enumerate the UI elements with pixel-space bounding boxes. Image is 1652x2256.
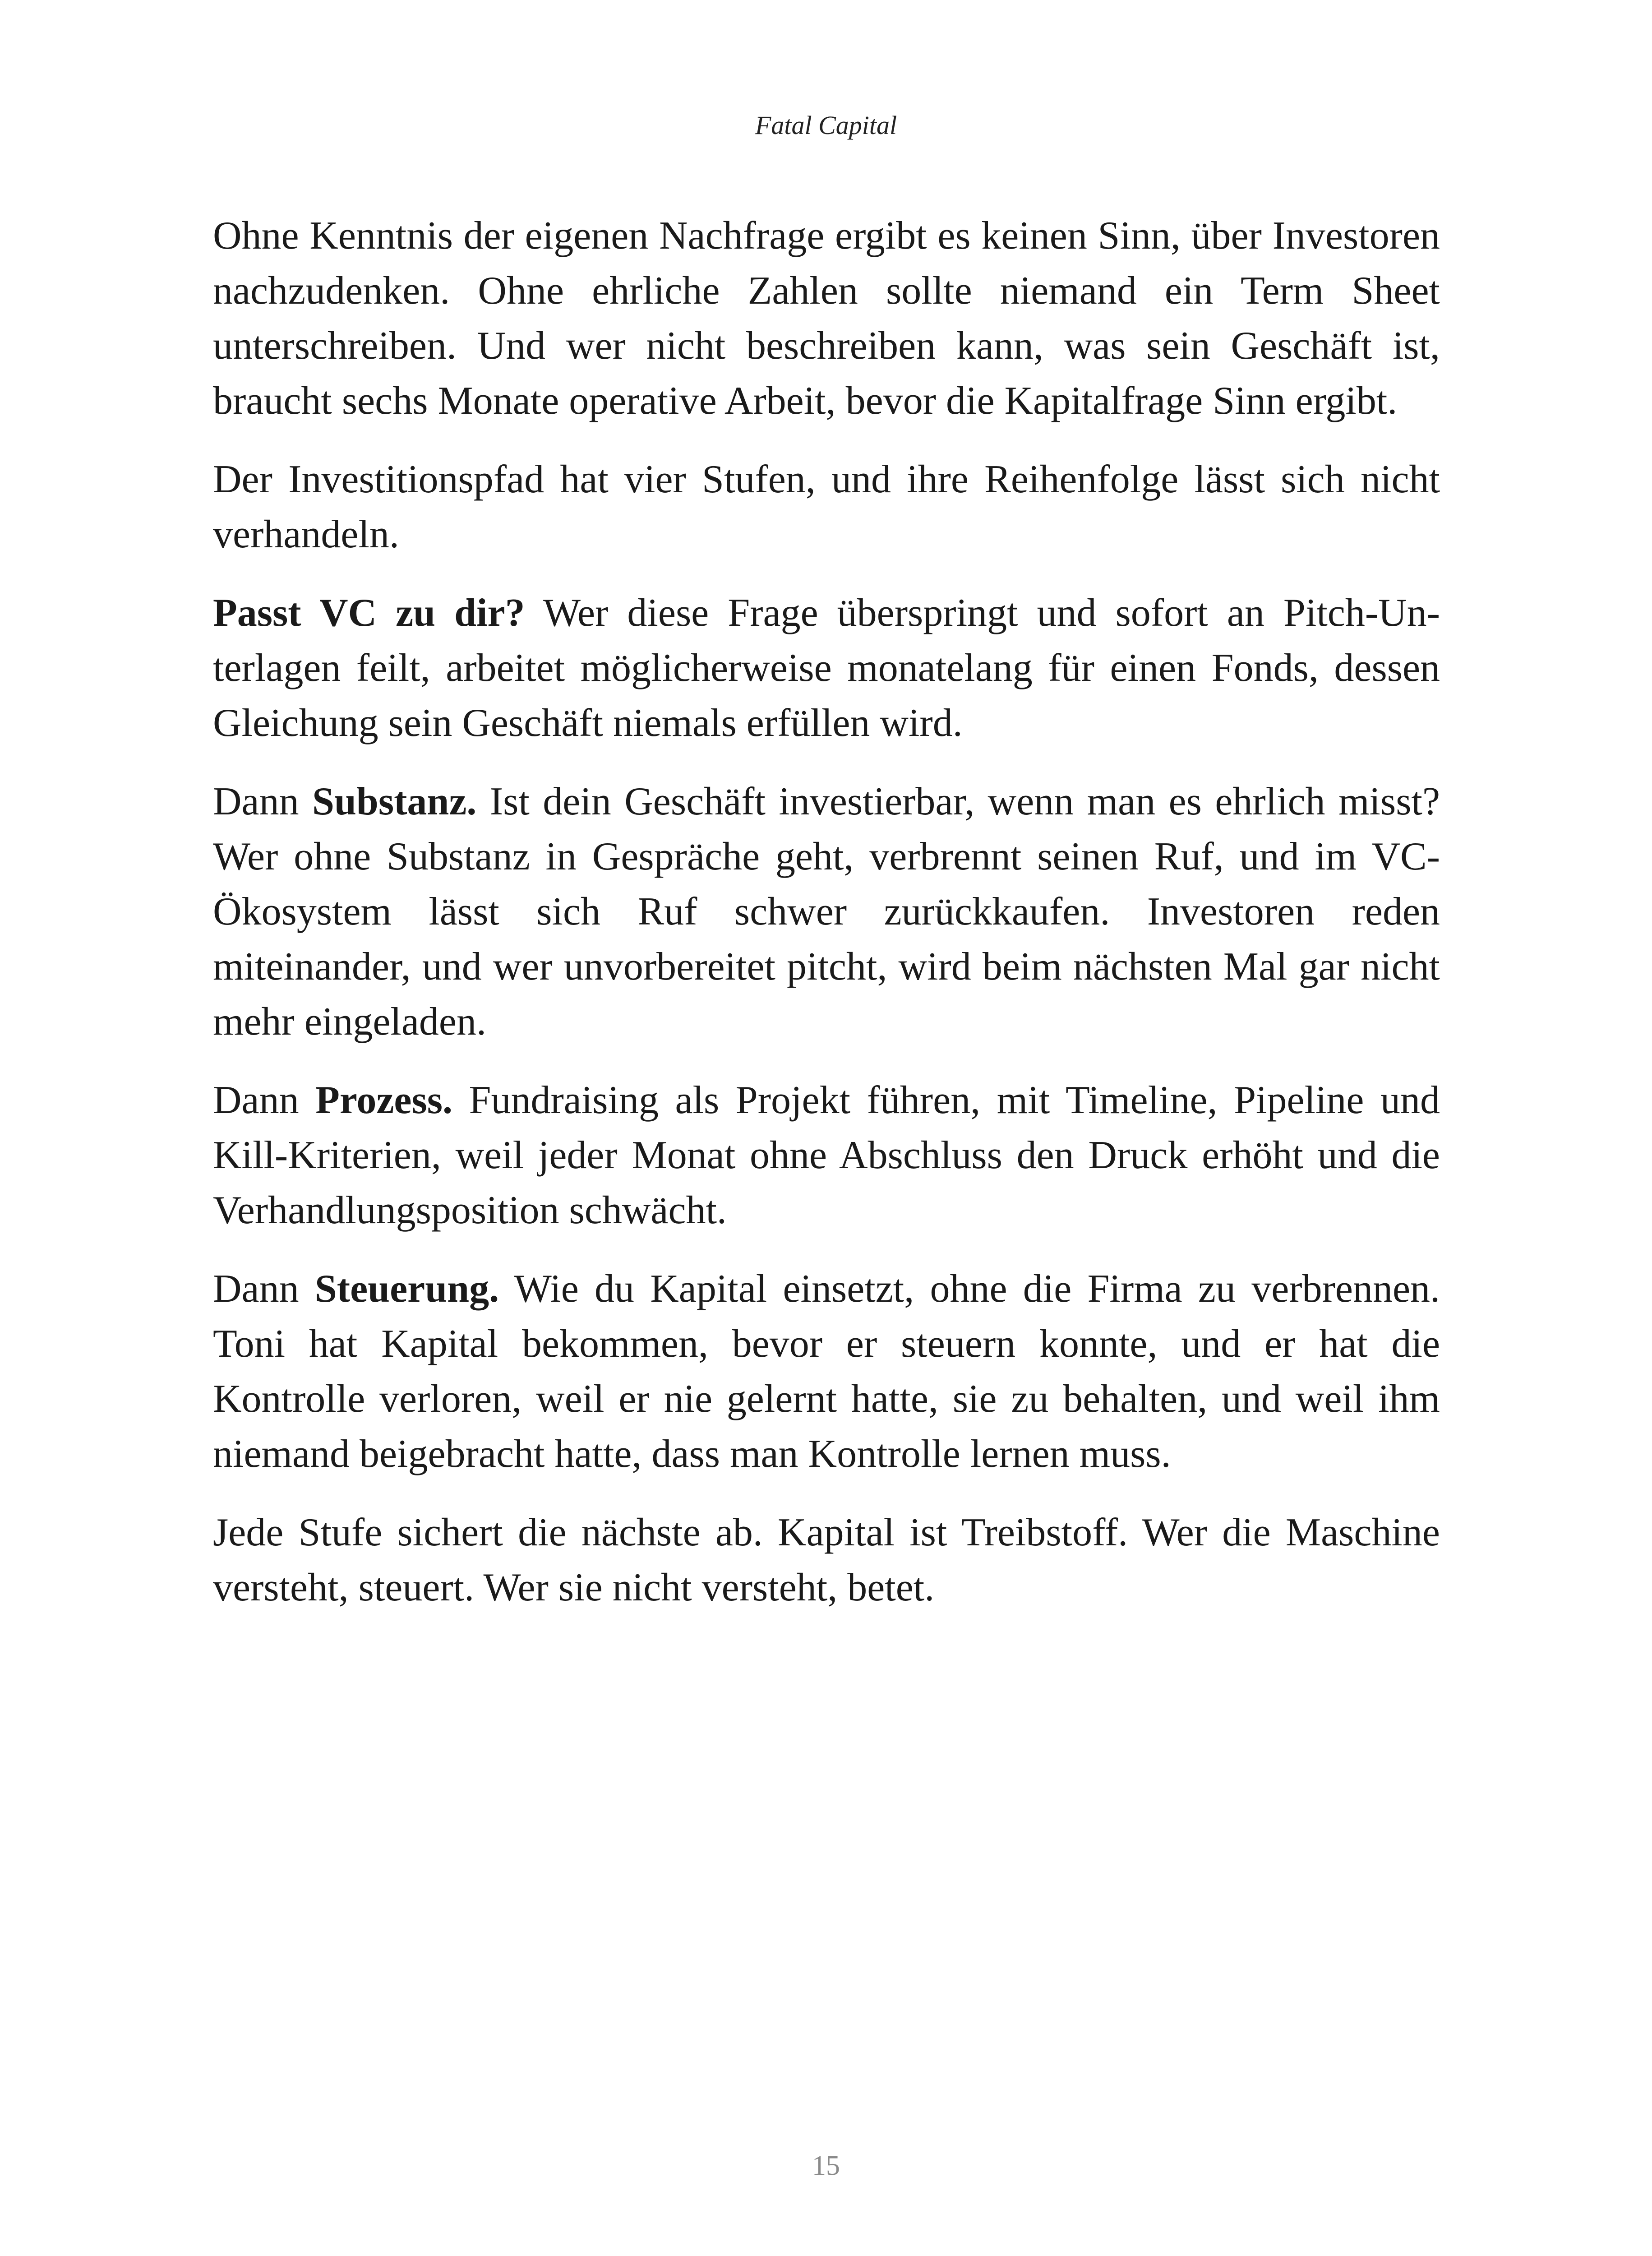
paragraph-body: Ist dein Geschäft investierbar, wenn man es ehrlich misst? Wer ohne Substanz in Gespräche geht, verbrennt seinen Ruf, und im VC-Ökosystem lässt sich Ruf schwer zurückkaufen. Investoren reden miteinander, und wer unvorbereitet pitcht, wird beim nächsten Mal gar nicht mehr eingeladen.	[213, 780, 1440, 1044]
stage-heading-substance: Substanz.	[312, 780, 477, 823]
paragraph-investment-path: Der Investitionspfad hat vier Stufen, und ihre Reihenfolge lässt sich nicht verhandeln.	[213, 458, 1440, 556]
stage-heading-fit: Passt VC zu dir?	[213, 591, 525, 635]
running-header-title: Fatal Capital	[755, 111, 897, 140]
paragraph-conclusion: Jede Stufe sichert die nächste ab. Kapital ist Treibstoff. Wer die Maschine versteht, steuert. Wer sie nicht versteht, betet.	[213, 1511, 1440, 1609]
paragraph-lead: Dann	[213, 1267, 315, 1311]
stage-heading-steering: Steuerung.	[314, 1267, 499, 1311]
paragraph-lead: Dann	[213, 1078, 316, 1122]
paragraph-stage-fit	[213, 586, 1440, 751]
paragraph-lead: Dann	[213, 780, 313, 823]
paragraph-stage-process	[213, 1073, 1440, 1238]
body-text	[213, 208, 1440, 1639]
paragraph-stage-substance	[213, 774, 1440, 1049]
page-number: 15	[812, 2150, 840, 2181]
paragraph-stage-steering	[213, 1262, 1440, 1482]
stage-heading-process: Prozess.	[315, 1078, 452, 1122]
paragraph-body: Wie du Kapital einsetzt, ohne die Firma zu verbrennen. Toni hat Kapital bekommen, bevor er steuern konnte, und er hat die Kontrolle verloren, weil er nie gelernt hatte, sie zu behalten, und weil ihm niemand beigebracht hatte, dass man Kontrolle lernen muss.	[213, 1267, 1440, 1476]
paragraph-demand-first: Ohne Kenntnis der eigenen Nachfrage ergibt es keinen Sinn, über Investoren nachzudenken. Ohne ehrliche Zahlen sollte niemand ein Term Sheet unterschreiben. Und wer nicht beschreiben kann, was sein Geschäft ist, braucht sechs Monate operative Arbeit, bevor die Kapitalfrage Sinn ergibt.	[213, 214, 1440, 423]
paragraph-body: Wer diese Frage überspringt und sofort an Pitch-Unterlagen feilt, arbeitet möglicherweise monatelang für einen Fonds, dessen Gleichung sein Geschäft niemals erfüllen wird.	[213, 591, 1440, 745]
paragraph-body: Fundraising als Projekt führen, mit Timeline, Pipeline und Kill-Kriterien, weil jeder Monat ohne Abschluss den Druck erhöht und die Verhandlungsposition schwächt.	[213, 1078, 1440, 1232]
